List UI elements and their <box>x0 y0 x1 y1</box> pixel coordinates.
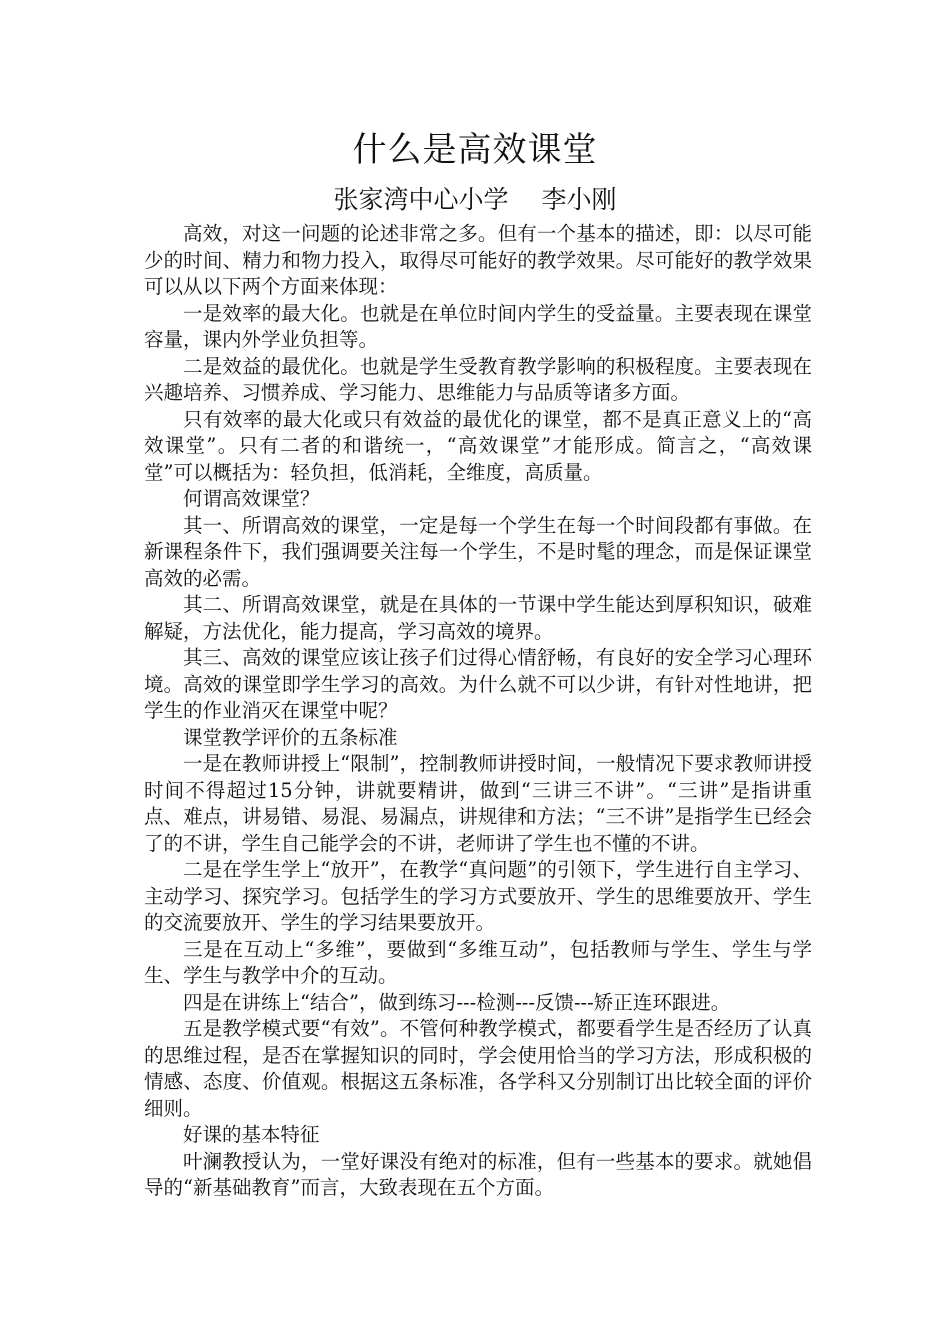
paragraph: 高效，对这一问题的论述非常之多。但有一个基本的描述，即：以尽可能少的时间、精力和物力投入，取得尽可能好的教学效果。尽可能好的教学效果可以从以下两个方面来体现： <box>144 222 812 298</box>
section-heading: 好课的基本特征 <box>183 1123 320 1146</box>
document-body <box>144 221 812 1202</box>
section-heading: 课堂教学评价的五条标准 <box>183 725 398 749</box>
paragraph: 五是教学模式要“有效”。不管何种教学模式，都要看学生是否经历了认真的思维过程，是否在掌握知识的同时，学会使用恰当的学习方法，形成积极的情感、态度、价值观。根据这五条标准，各学科又分别制订出比较全面的评价细则。 <box>144 1017 812 1120</box>
section-heading: 何谓高效课堂？ <box>183 487 320 510</box>
paragraph: 一是效率的最大化。也就是在单位时间内学生的受益量。主要表现在课堂容量，课内外学业负担等。 <box>144 301 812 351</box>
paragraph: 叶澜教授认为，一堂好课没有绝对的标准，但有一些基本的要求。就她倡导的“新基础教育”而言，大致表现在五个方面。 <box>144 1149 812 1199</box>
paragraph: 其三、高效的课堂应该让孩子们过得心情舒畅，有良好的安全学习心理环境。高效的课堂即学生学习的高效。为什么就不可以少讲，有针对性地讲，把学生的作业消灭在课堂中呢？ <box>144 646 812 722</box>
document-author: 张家湾中心小学 李小刚 <box>333 185 617 214</box>
paragraph: 三是在互动上“多维”，要做到“多维互动”，包括教师与学生、学生与学生、学生与教学中介的互动。 <box>144 937 812 987</box>
paragraph: 四是在讲练上“结合”，做到练习---检测---反馈---矫正连环跟进。 <box>183 990 731 1014</box>
document-title: 什么是高效课堂 <box>352 130 598 170</box>
paragraph: 只有效率的最大化或只有效益的最优化的课堂，都不是真正意义上的“高效课堂”。只有二者的和谐统一，“高效课堂”才能形成。简言之，“高效课堂”可以概括为：轻负担，低消耗，全维度，高质量。 <box>144 407 812 484</box>
paragraph: 二是在学生学上“放开”，在教学“真问题”的引领下，学生进行自主学习、主动学习、探究学习。包括学生的学习方式要放开、学生的思维要放开、学生的交流要放开、学生的学习结果要放开。 <box>144 858 812 934</box>
paragraph: 二是效益的最优化。也就是学生受教育教学影响的积极程度。主要表现在兴趣培养、习惯养成、学习能力、思维能力与品质等诸多方面。 <box>144 354 812 404</box>
paragraph: 一是在教师讲授上“限制”，控制教师讲授时间，一般情况下要求教师讲授时间不得超过15分钟，讲就要精讲，做到“三讲三不讲”。“三讲”是指讲重点、难点，讲易错、易混、易漏点，讲规律和方法；“三不讲”是指学生已经会了的不讲，学生自己能学会的不讲，老师讲了学生也不懂的不讲。 <box>144 752 812 855</box>
paragraph: 其二、所谓高效课堂，就是在具体的一节课中学生能达到厚积知识，破难解疑，方法优化，能力提高，学习高效的境界。 <box>144 593 812 643</box>
paragraph: 其一、所谓高效的课堂，一定是每一个学生在每一个时间段都有事做。在新课程条件下，我们强调要关注每一个学生，不是时髦的理念，而是保证课堂高效的必需。 <box>144 513 812 590</box>
